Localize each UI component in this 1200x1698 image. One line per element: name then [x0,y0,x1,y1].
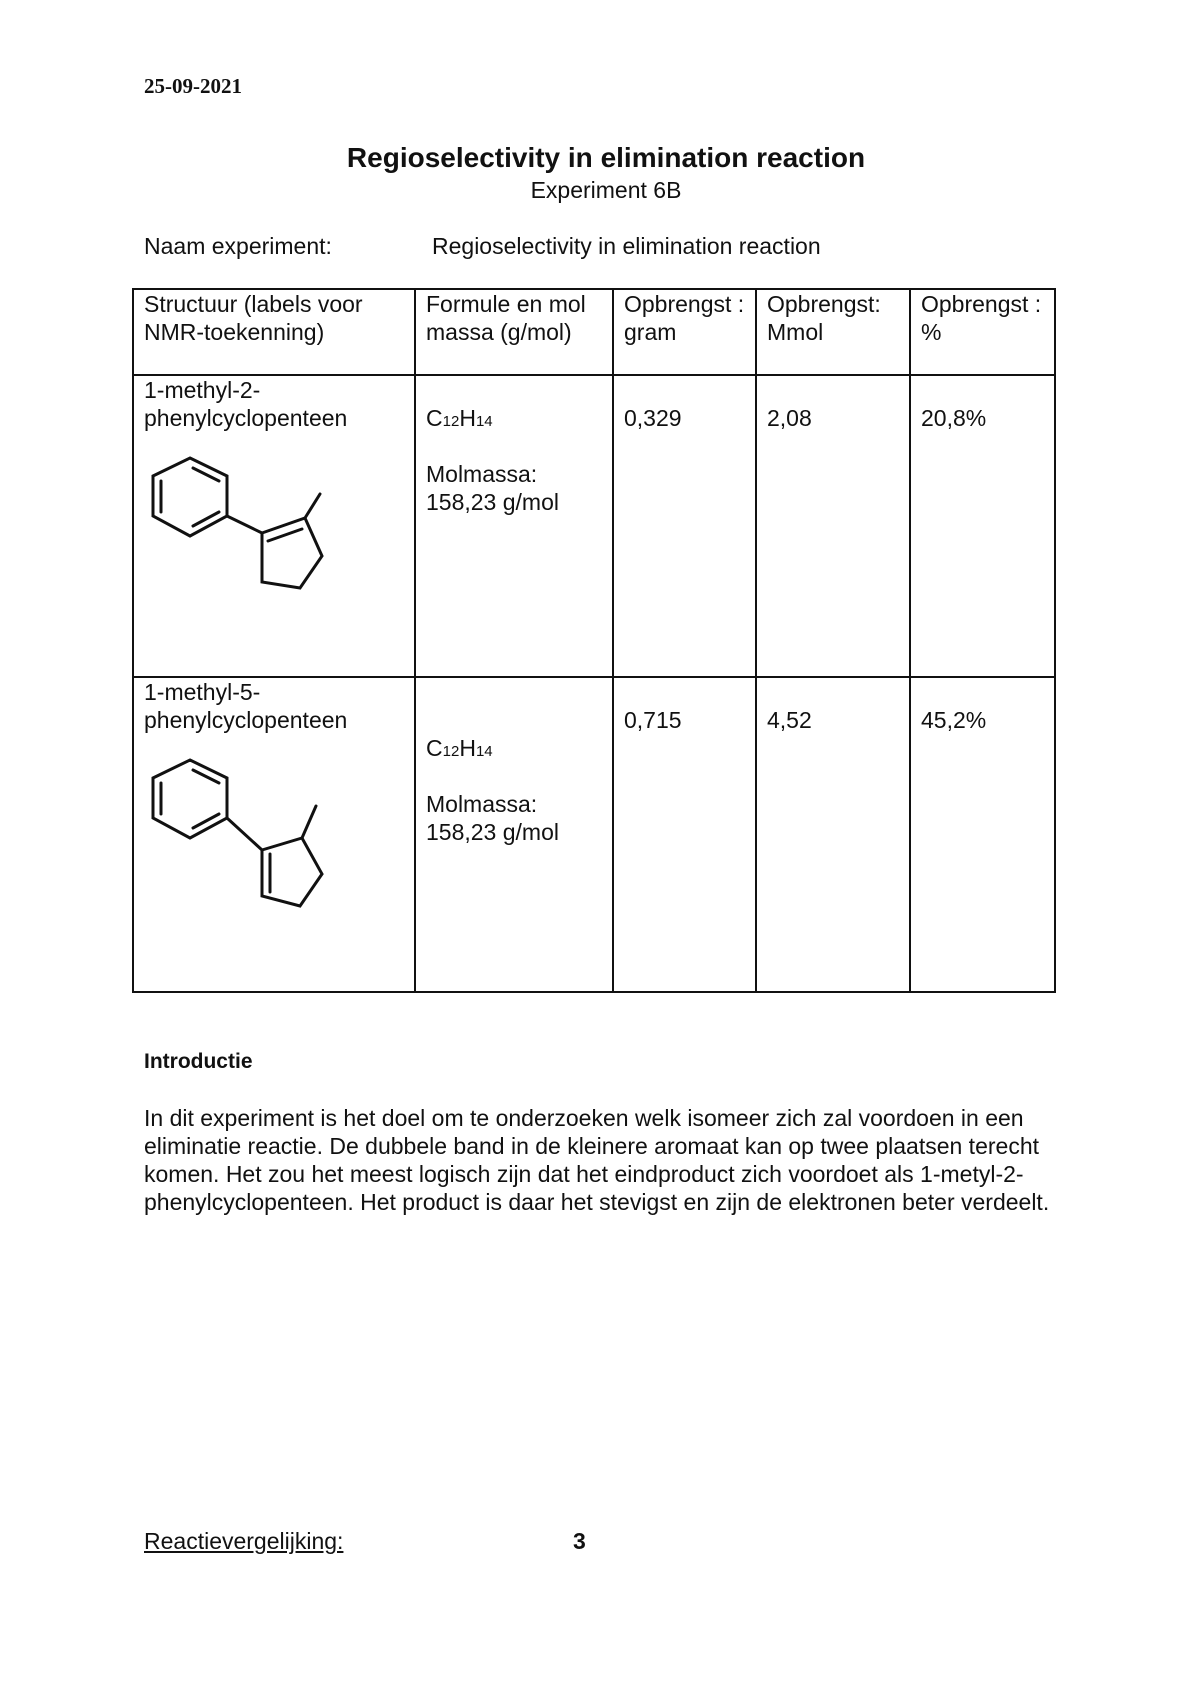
compound-name: 1-methyl-5-phenylcyclopenteen [144,679,348,733]
structure-cell [133,375,415,677]
structure-cell [133,677,415,992]
molar-mass-label: Molmassa: [426,461,538,487]
introduction-heading: Introductie [144,1050,253,1073]
yield-mmol-cell [756,375,910,677]
structure-1-methyl-5-phenylcyclopentene-icon [150,758,340,918]
document-subtitle: Experiment 6B [530,177,682,203]
molar-mass-value: 158,23 g/mol [426,489,559,515]
yield-mmol: 4,52 [767,707,812,733]
molecular-formula: C12H14 [426,405,493,431]
molar-mass-label: Molmassa: [426,791,538,817]
yield-mmol: 2,08 [767,405,812,431]
yield-percent-cell [910,677,1055,992]
header-yield-mmol: Opbrengst: Mmol [756,289,910,375]
compound-name: 1-methyl-2-phenylcyclopenteen [144,377,348,431]
table-row [133,375,1055,677]
experiment-name-label: Naam experiment: [144,233,332,259]
yield-gram-cell [613,375,756,677]
document-title: Regioselectivity in elimination reaction [346,142,866,173]
molar-mass-value: 158,23 g/mol [426,819,559,845]
document-date: 25-09-2021 [144,74,242,98]
yield-table [132,288,1056,993]
experiment-name-value: Regioselectivity in elimination reaction [432,233,821,259]
formula-cell [415,677,613,992]
page-number: 3 [573,1528,586,1554]
structure-1-methyl-2-phenylcyclopentene-icon [150,456,340,606]
yield-percent: 45,2% [921,707,987,733]
molecular-formula: C12H14 [426,735,493,761]
yield-mmol-cell [756,677,910,992]
header-yield-percent: Opbrengst : % [910,289,1055,375]
header-yield-gram: Opbrengst : gram [613,289,756,375]
yield-gram: 0,715 [624,707,682,733]
yield-percent-cell [910,375,1055,677]
yield-gram-cell [613,677,756,992]
introduction-paragraph: In dit experiment is het doel om te onderzoeken welk isomeer zich zal voordoen in een eliminatie reactie. De dubbele band in de kleinere aromaat kan op twee plaatsen terecht komen. Het zou het meest logisch zijn dat het eindproduct zich voordoet als 1-metyl-2-phenylcyclopenteen. Het product is daar het stevigst en zijn de elektronen beter verdeelt. [144,1105,1050,1215]
reaction-equation-label: Reactievergelijking: [144,1528,344,1554]
header-formula: Formule en mol massa (g/mol) [415,289,613,375]
header-structure: Structuur (labels voor NMR-toekenning) [133,289,415,375]
table-header-row [133,289,1055,375]
yield-gram: 0,329 [624,405,682,431]
table-row [133,677,1055,992]
formula-cell [415,375,613,677]
yield-percent: 20,8% [921,405,987,431]
